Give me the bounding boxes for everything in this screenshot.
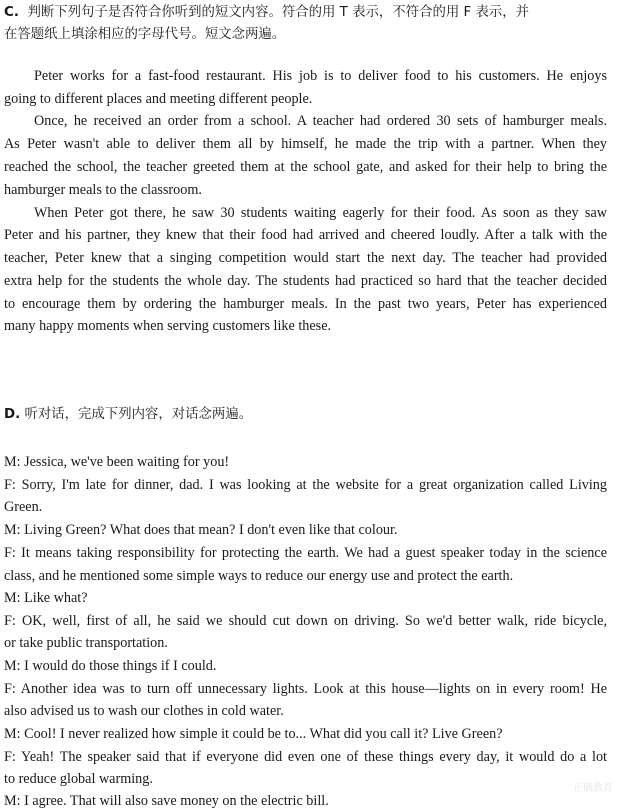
dialogue-line: F: It means taking responsibility for protecting the earth. We had a guest speaker today in the science <box>4 545 607 561</box>
watermark: 正确教育 <box>573 783 613 794</box>
passage-line: teacher, Peter knew that a singing competition would start the next day. The teacher had provided <box>4 250 607 266</box>
dialogue-line: Green. <box>4 499 43 515</box>
passage-line: many happy moments when serving customers like these. <box>4 318 332 334</box>
passage-line: When Peter got there, he saw 30 students waiting eagerly for their food. As soon as they saw <box>34 205 607 221</box>
passage-line: hamburger meals to the classroom. <box>4 182 202 198</box>
section-c-instruction-text: 判断下列句子是否符合你听到的短文内容。符合的用 T 表示，不符合的用 F 表示，并 <box>27 5 530 20</box>
dialogue-line: F: Sorry, I'm late for dinner, dad. I was looking at the website for a great organization called Living <box>4 477 607 493</box>
dialogue-line: F: Another idea was to turn off unnecessary lights. Look at this house—lights on in every room! He <box>4 681 607 697</box>
passage-line: extra help for the students the whole day. The students had practiced so hard that the teacher decided <box>4 273 607 289</box>
dialogue-line: also advised us to wash our clothes in cold water. <box>4 703 284 719</box>
dialogue-line: M: Living Green? What does that mean? I don't even like that colour. <box>4 522 398 538</box>
passage-line: Peter works for a fast-food restaurant. His job is to deliver food to his customers. He enjoys <box>34 68 607 84</box>
dialogue-line: M: I agree. That will also save money on the electric bill. <box>4 793 329 809</box>
section-c-label: C. <box>4 5 19 20</box>
dialogue-line: class, and he mentioned some simple ways to reduce our energy use and protect the earth. <box>4 568 514 584</box>
dialogue-line: M: Like what? <box>4 590 88 606</box>
passage-line: Peter and his partner, they knew that their food had arrived and cheered loudly. After a talk with the <box>4 227 607 243</box>
dialogue-line: F: OK, well, first of all, he said we should cut down on driving. So we'd better walk, ride bicycle, <box>4 613 607 629</box>
passage-line: to encourage them by ordering the hamburger meals. In the past two years, Peter has experienced <box>4 296 607 312</box>
passage-line: Once, he received an order from a school. A teacher had ordered 30 sets of hamburger meals. <box>34 113 607 129</box>
passage-line: going to different places and meeting different people. <box>4 91 313 107</box>
dialogue-line: or take public transportation. <box>4 635 168 651</box>
dialogue-line: M: I would do those things if I could. <box>4 658 217 674</box>
dialogue-line: to reduce global warming. <box>4 771 153 787</box>
passage-line: As Peter wasn't able to deliver them all by himself, he made the trip with a partner. When they <box>4 136 607 152</box>
dialogue-line: M: Cool! I never realized how simple it could be to... What did you call it? Live Green? <box>4 726 503 742</box>
passage-line: reached the school, the teacher greeted them at the school gate, and asked for their help to bring the <box>4 159 607 175</box>
dialogue-line: M: Jessica, we've been waiting for you! <box>4 454 230 470</box>
section-d-instruction-text: 听对话，完成下列内容，对话念两遍。 <box>24 407 253 422</box>
section-d-instruction <box>4 406 607 424</box>
section-c-instruction-line-2: 在答题纸上填涂相应的字母代号。短文念两遍。 <box>4 27 286 42</box>
section-d-label: D. <box>4 407 21 422</box>
dialogue-line: F: Yeah! The speaker said that if everyone did even one of these things every day, it would do a lot <box>4 749 607 765</box>
section-c-instruction-line-1 <box>4 4 607 22</box>
